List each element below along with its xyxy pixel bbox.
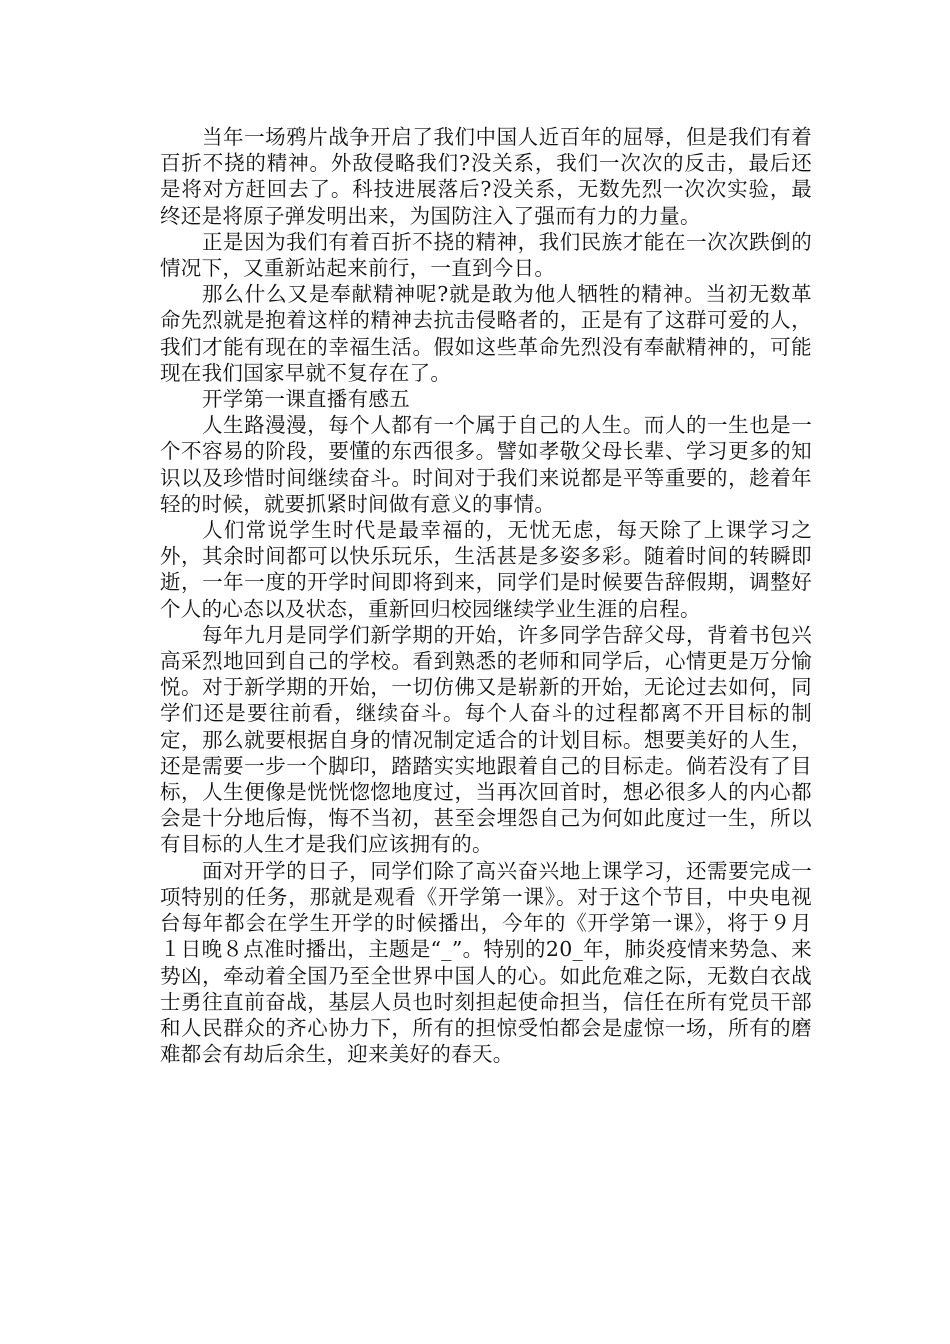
paragraph-7: 面对开学的日子，同学们除了高兴奋兴地上课学习，还需要完成一项特别的任务，那就是观看《开学第一课》。对于这个节目，中央电视台每年都会在学生开学的时候播出，今年的《开学第一课》，将于９月１日晚８点准时播出，主题是“_”。特别的20_年，肺炎疫情来势急、来势凶，牵动着全国乃至全世界中国人的心。如此危难之际，无数白衣战士勇往直前奋战，基层人员也时刻担起使命担当，信任在所有党员干部和人民群众的齐心协力下，所有的担惊受怕都会是虚惊一场，所有的磨难都会有劫后余生，迎来美好的春天。: [160, 858, 812, 1067]
paragraph-3: 那么什么又是奉献精神呢?就是敢为他人牺牲的精神。当初无数革命先烈就是抱着这样的精神去抗击侵略者的，正是有了这群可爱的人，我们才能有现在的幸福生活。假如这些革命先烈没有奉献精神的，可能现在我们国家早就不复存在了。: [160, 282, 812, 385]
paragraph-2: 正是因为我们有着百折不挠的精神，我们民族才能在一次次跌倒的情况下，又重新站起来前行，一直到今日。: [160, 229, 812, 281]
paragraph-5: 人们常说学生时代是最幸福的，无忧无虑，每天除了上课学习之外，其余时间都可以快乐玩乐，生活甚是多姿多彩。随着时间的转瞬即逝，一年一度的开学时间即将到来，同学们是时候要告辞假期，调整好个人的心态以及状态，重新回归校园继续学业生涯的启程。: [160, 518, 812, 621]
document-body: [160, 124, 812, 1067]
paragraph-1: 当年一场鸦片战争开启了我们中国人近百年的屈辱，但是我们有着百折不挠的精神。外敌侵略我们?没关系，我们一次次的反击，最后还是将对方赶回去了。科技进展落后?没关系，无数先烈一次次实验，最终还是将原子弹发明出来，为国防注入了强而有力的力量。: [160, 125, 812, 228]
paragraph-6: 每年九月是同学们新学期的开始，许多同学告辞父母，背着书包兴高采烈地回到自己的学校。看到熟悉的老师和同学后，心情更是万分愉悦。对于新学期的开始，一切仿佛又是崭新的开始，无论过去如何，同学们还是要往前看，继续奋斗。每个人奋斗的过程都离不开目标的制定，那么就要根据自身的情况制定适合的计划目标。想要美好的人生，还是需要一步一个脚印，踏踏实实地跟着自己的目标走。倘若没有了目标，人生便像是恍恍惚惚地度过，当再次回首时，想必很多人的内心都会是十分地后悔，悔不当初，甚至会埋怨自己为何如此度过一生，所以有目标的人生才是我们应该拥有的。: [160, 622, 812, 857]
paragraph-4: 人生路漫漫，每个人都有一个属于自己的人生。而人的一生也是一个不容易的阶段，要懂的东西很多。譬如孝敬父母长辈、学习更多的知识以及珍惜时间继续奋斗。时间对于我们来说都是平等重要的，趁着年轻的时候，就要抓紧时间做有意义的事情。: [160, 413, 812, 516]
section-heading: 开学第一课直播有感五: [202, 387, 410, 412]
